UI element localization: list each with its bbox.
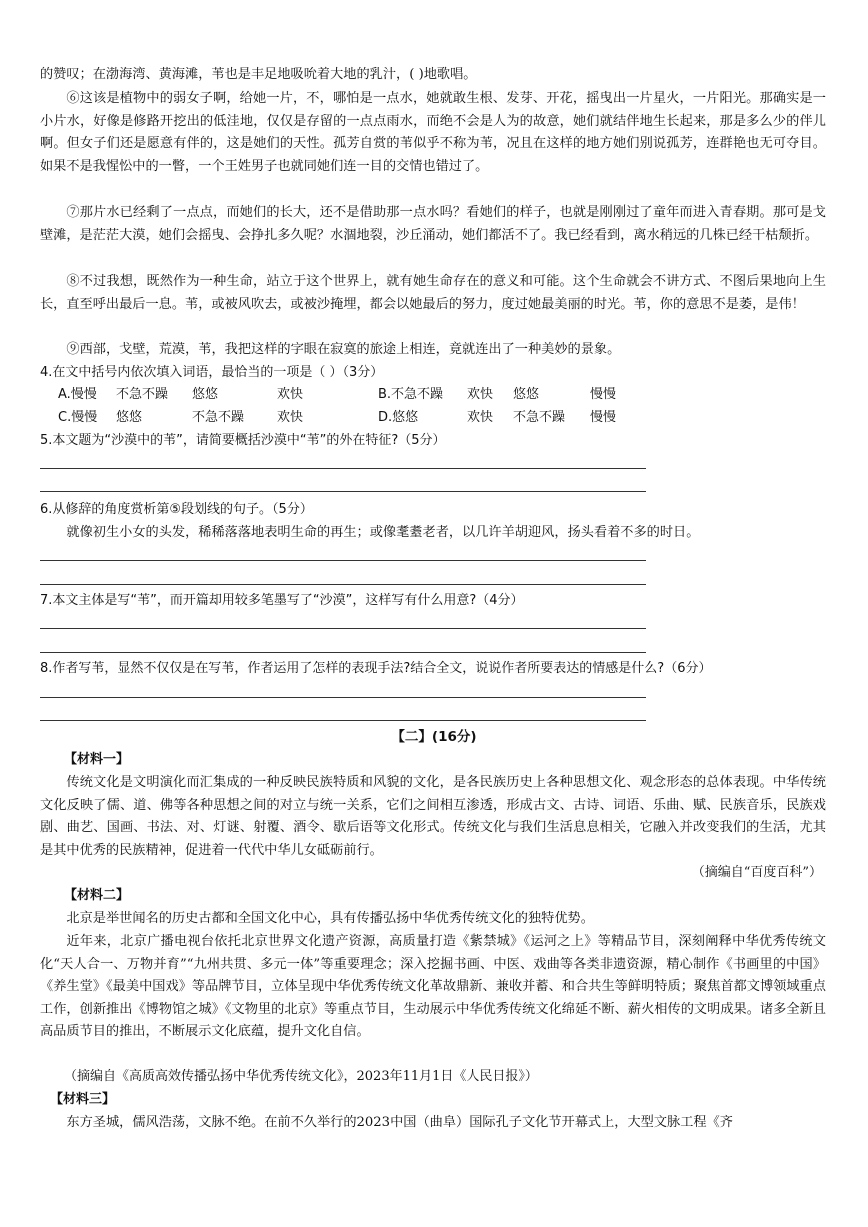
answer-line-8b[interactable] [40,720,646,721]
option-d-word-1: D.悠悠 [378,410,419,425]
material-2-paragraph-2: 近年来，北京广播电视台依托北京世界文化遗产资源，高质量打造《紫禁城》《运河之上》等精品节目，深刻阐释中华优秀传统文化“天人合一、万物并育”“九州共贯、多元一体”等重要理念；深入挖掘书画、中医、戏曲等各类非遗资源，精心制作《书画里的中国》《养生堂》《最美中国戏》等品牌节目，立体呈现中华优秀传统文化革故鼎新、兼收并蓄、和合共生等鲜明特质；聚焦首都文博领域重点工作，创新推出《博物馆之城》《文物里的北京》等重点节目，生动展示中华优秀传统文化绵延不断、薪火相传的文明成果。诸多全新且高品质节目的推出，不断展示文化底蕴，提升文化自信。 [40,934,826,1040]
answer-line-8a[interactable] [40,697,646,698]
material-1-title: 【材料一】 [64,752,130,767]
option-b-word-2: 欢快 [467,387,494,402]
passage-paragraph-7: ⑦那片水已经剩了一点点，而她们的长大，还不是借助那一点水吗？看她们的样子，也就是刚刚过了童年而进入青春期。那可是戈壁滩，是茫茫大漠，她们会摇曳、会挣扎多久呢？水涸地裂，沙丘涌动，她们都活不了。我已经看到，离水稍远的几株已经干枯颓折。 [40,205,826,243]
material-2-paragraph-1: 北京是举世闻名的历史古都和全国文化中心，具有传播弘扬中华优秀传统文化的独特优势。 [66,911,594,926]
section-2-header: 【二】(16分) [391,729,477,745]
option-a-word-3: 悠悠 [192,387,219,402]
passage-paragraph-8: ⑧不过我想，既然作为一种生命，站立于这个世界上，就有她生命存在的意义和可能。这个生命就会不讲方式、不图后果地向上生长，直至呼出最后一息。苇，或被风吹去，或被沙掩埋，都会以她最后的努力，度过她最美丽的时光。苇，你的意思不是萎，是伟！ [40,274,826,312]
option-a-word-4: 欢快 [277,387,304,402]
material-2-title: 【材料二】 [64,888,130,903]
answer-line-6b[interactable] [40,584,646,585]
material-2-source: （摘编自《高质高效传播弘扬中华优秀传统文化》，2023年11月1日《人民日报》） [64,1069,538,1084]
question-6-quote: 就像初生小女的头发，稀稀落落地表明生命的再生；或像耄耋老者，以几许羊胡迎风，扬头看着不多的时日。 [66,525,700,540]
question-8: 8.作者写苇，显然不仅仅是在写苇，作者运用了怎样的表现手法?结合全文，说说作者所要表达的情感是什么?（6分） [40,661,712,676]
material-3-title: 【材料三】 [50,1092,116,1107]
question-6: 6.从修辞的角度赏析第⑤段划线的句子。（5分） [40,502,313,517]
option-c-word-1: C.慢慢 [58,410,98,425]
material-3-text: 东方圣城，儒风浩荡，文脉不绝。在前不久举行的2023中国（曲阜）国际孔子文化节开幕式上，大型文脉工程《齐 [66,1115,733,1130]
question-4: 4.在文中括号内依次填入词语，最恰当的一项是（ ）（3分） [40,365,384,380]
material-1-source: （摘编自“百度百科”） [691,865,822,880]
option-b-word-3: 悠悠 [513,387,540,402]
option-b-word-1: B.不急不躁 [378,387,444,402]
answer-line-7b[interactable] [40,652,646,653]
option-c-word-3: 不急不躁 [192,410,245,425]
answer-line-5a[interactable] [40,468,646,469]
passage-paragraph-9: ⑨西部，戈壁，荒漠，苇，我把这样的字眼在寂寞的旅途上相连，竟就连出了一种美妙的景象。 [66,342,621,357]
option-c-word-4: 欢快 [277,410,304,425]
answer-line-7a[interactable] [40,628,646,629]
option-d-word-4: 慢慢 [590,410,617,425]
question-7: 7.本文主体是写“苇”，而开篇却用较多笔墨写了“沙漠”，这样写有什么用意?（4分） [40,593,524,608]
option-d-word-2: 欢快 [467,410,494,425]
passage-paragraph-6: ⑥这该是植物中的弱女子啊，给她一片，不，哪怕是一点水，她就敢生根、发芽、开花，摇曳出一片星火，一片阳光。那确实是一小片水，好像是修路开挖出的低洼地，仅仅是存留的一点点雨水，而绝不会是人为的故意，她们就结伴地生长起来，那是多么少的伴儿啊。但女子们还是愿意有伴的，这是她们的天性。孤芳自赏的苇似乎不称为苇，况且在这样的地方她们别说孤芳，连群艳也无可夺目。如果不是我惺忪中的一瞥，一个王姓男子也就同她们连一目的交情也错过了。 [40,91,826,174]
answer-line-6a[interactable] [40,560,646,561]
answer-line-5b[interactable] [40,491,646,492]
material-1-text: 传统文化是文明演化而汇集成的一种反映民族特质和风貌的文化，是各民族历史上各种思想文化、观念形态的总体表现。中华传统文化反映了儒、道、佛等各种思想之间的对立与统一关系，它们之间相互渗透，形成古文、古诗、词语、乐曲、赋、民族音乐，民族戏剧、曲艺、国画、书法、对、灯谜、射覆、酒令、歇后语等文化形式。传统文化与我们生活息息相关，它融入并改变我们的生活，尤其是其中优秀的民族精神，促进着一代代中华儿女砥砺前行。 [40,775,826,858]
option-a-word-1: A.慢慢 [58,387,97,402]
passage-paragraph-top: 的赞叹；在渤海湾、黄海滩，苇也是丰足地吸吮着大地的乳汁，( )地歌唱。 [40,67,477,82]
option-c-word-2: 悠悠 [116,410,143,425]
option-d-word-3: 不急不躁 [513,410,566,425]
option-a-word-2: 不急不躁 [116,387,169,402]
question-5: 5.本文题为“沙漠中的苇”，请简要概括沙漠中“苇”的外在特征?（5分） [40,433,446,448]
option-b-word-4: 慢慢 [590,387,617,402]
